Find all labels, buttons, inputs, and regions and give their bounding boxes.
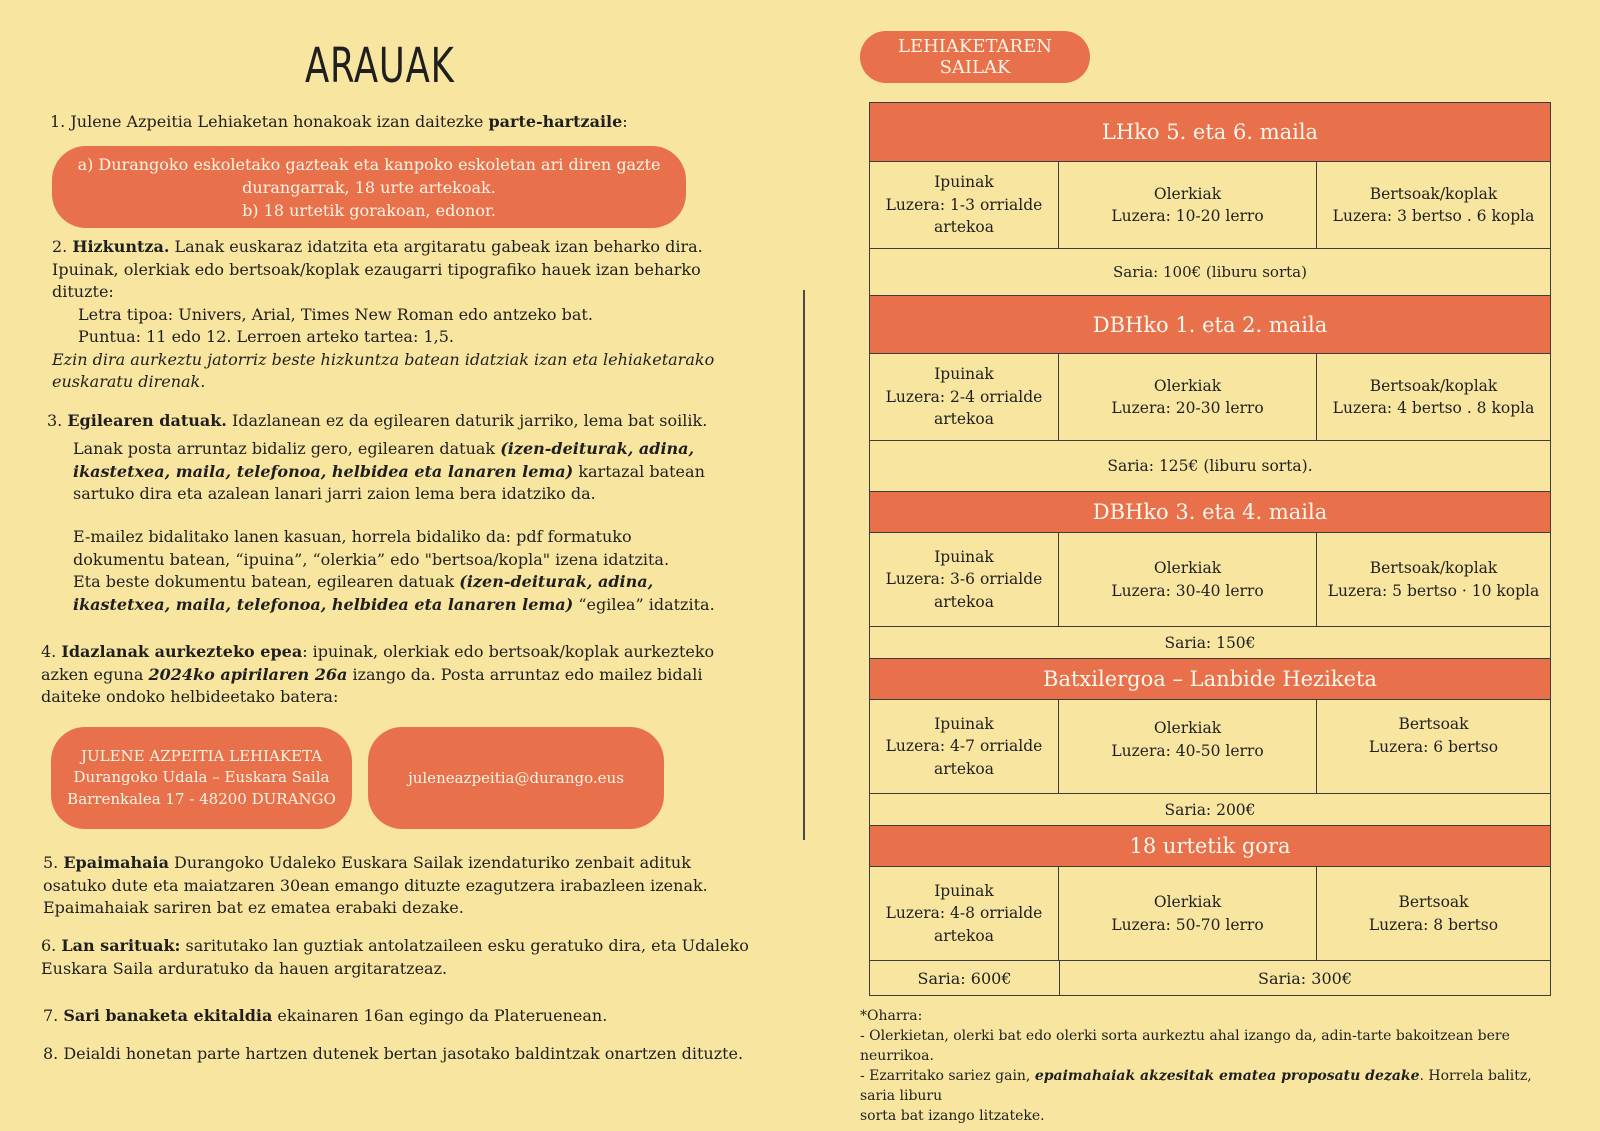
- bertsoak-cell: Bertsoak Luzera: 6 bertso: [1368, 715, 1499, 756]
- note-block: *Oharra: - Olerkietan, olerki bat edo olerki sorta aurkeztu ahal izango da, adin-tarte bakoitzean bere neurrikoa. - Ezarritako sariez gain, epaimahaiak akzesitak ematea proposatu dezake. Horrela balitz, saria liburu sorta bat izango litzateke.: [860, 1008, 1532, 1124]
- category-header: DBHko 1. eta 2. maila: [870, 296, 1550, 354]
- prize-cell-left: Saria: 600€: [870, 961, 1060, 995]
- olerkiak-cell: Olerkiak Luzera: 40-50 lerro: [1059, 700, 1317, 793]
- postal-address-pill: JULENE AZPEITIA LEHIAKETA Durangoko Udala – Euskara Saila Barrenkalea 17 - 48200 DURANGO: [51, 727, 352, 829]
- prize-cell: Saria: 200€: [870, 794, 1550, 826]
- email-link[interactable]: juleneazpeitia@durango.eus: [408, 769, 624, 787]
- page-title: ARAUAK: [305, 38, 455, 94]
- prize-cell: Saria: 150€: [870, 627, 1550, 659]
- rule-3-email-text: E-mailez bidalitako lanen kasuan, horrela bidaliko da: pdf formatuko dokumentu batean, “ipuina”, “olerkia” edo "bertsoa/kopla" izena idatzita. Eta beste dokumentu batean, egilearen datuak (izen-deiturak, adina, ikastetxea, maila, telefonoa, helbidea eta lanaren lema) “egilea” idatzita.: [73, 527, 715, 614]
- rule-3-author-data: 3. Egilearen datuak. Idazlanean ez da egilearen daturik jarriko, lema bat soilik.: [47, 411, 708, 430]
- section-badge: LEHIAKETAREN SAILAK: [860, 31, 1090, 83]
- olerkiak-cell: Olerkiak Luzera: 20-30 lerro: [1059, 354, 1317, 440]
- prize-cell: Saria: 125€ (liburu sorta).: [870, 441, 1550, 492]
- column-divider: [803, 290, 805, 840]
- category-row: [870, 162, 1550, 249]
- olerkiak-cell: Olerkiak Luzera: 50-70 lerro: [1059, 867, 1317, 960]
- category-header: 18 urtetik gora: [870, 826, 1550, 867]
- categories-table: [869, 102, 1551, 996]
- bertsoak-cell: Bertsoak Luzera: 8 bertso: [1368, 893, 1499, 934]
- rule-1-intro: 1. Julene Azpeitia Lehiaketan honakoak izan daitezke parte-hartzaile:: [50, 112, 628, 131]
- rule-2-language: 2. Hizkuntza. Lanak euskaraz idatzita eta argitaratu gabeak izan beharko dira. Ipuinak, olerkiak edo bertsoak/koplak ezaugarri tipografiko hauek izan beharko dituzte: Letra tipoa: Univers, Arial, Times New Roman edo antzeko bat. Puntua: 11 edo 12. Lerroen arteko tartea: 1,5. Ezin dira aurkeztu jatorriz beste hizkuntza batean idatziak izan eta lehiaketarako euskaratu direnak.: [52, 237, 715, 391]
- bertsoak-cell: Bertsoak/koplak Luzera: 3 bertso . 6 kopla: [1332, 184, 1535, 225]
- category-row: [870, 867, 1550, 961]
- olerkiak-cell: Olerkiak Luzera: 30-40 lerro: [1059, 533, 1317, 626]
- olerkiak-cell: Olerkiak Luzera: 10-20 lerro: [1059, 162, 1317, 248]
- email-address-pill[interactable]: [368, 727, 664, 829]
- rule-8-acceptance: 8. Deialdi honetan parte hartzen dutenek bertan jasotako baldintzak onartzen dituzte.: [43, 1044, 744, 1063]
- category-row: [870, 354, 1550, 441]
- rule-3-postal-text: Lanak posta arruntaz bidaliz gero, egilearen datuak (izen-deiturak, adina, ikastetxea, maila, telefonoa, helbidea eta lanaren lema) kartazal batean sartuko dira eta azalean lanari jarri zaion lema bera idatziko da.: [73, 439, 705, 503]
- bertsoak-cell: Bertsoak/koplak Luzera: 4 bertso . 8 kopla: [1332, 376, 1535, 417]
- prize-row-split: [870, 961, 1550, 995]
- participants-pill: a) Durangoko eskoletako gazteak eta kanpoko eskoletan ari diren gazte durangarrak, 18 urte artekoak. b) 18 urtetik gorakoan, edonor.: [52, 146, 686, 228]
- ipuinak-cell: Ipuinak Luzera: 2-4 orrialde artekoa: [870, 354, 1059, 440]
- rule-5-jury: 5. Epaimahaia Durangoko Udaleko Euskara Sailak izendaturiko zenbait adituk osatuko dute eta maiatzaren 30ean emango dituzte ezagutzera irabazleen izenak. Epaimahaiak sariren bat ez ematea erabaki dezake.: [43, 853, 708, 917]
- prize-cell-right: Saria: 300€: [1258, 968, 1352, 988]
- bertsoak-cell: Bertsoak/koplak Luzera: 5 bertso · 10 kopla: [1327, 559, 1540, 600]
- prize-cell: Saria: 100€ (liburu sorta): [870, 249, 1550, 296]
- ipuinak-cell: Ipuinak Luzera: 3-6 orrialde artekoa: [870, 533, 1059, 626]
- ipuinak-cell: Ipuinak Luzera: 4-7 orrialde artekoa: [870, 700, 1059, 793]
- category-header: DBHko 3. eta 4. maila: [870, 492, 1550, 533]
- ipuinak-cell: Ipuinak Luzera: 1-3 orrialde artekoa: [870, 162, 1059, 248]
- rule-6-awarded-works: 6. Lan sarituak: saritutako lan guztiak antolatzaileen esku geratuko dira, eta Udaleko Euskara Saila arduratuko da hauen argitaratzeaz.: [41, 936, 749, 978]
- category-header: Batxilergoa – Lanbide Heziketa: [870, 659, 1550, 700]
- rule-4-deadline: 4. Idazlanak aurkezteko epea: ipuinak, olerkiak edo bertsoak/koplak aurkezteko azken eguna 2024ko apirilaren 26a izango da. Posta arruntaz edo mailez bidali daiteke ondoko helbideetako batera:: [41, 642, 715, 706]
- category-row: [870, 700, 1550, 794]
- category-header: LHko 5. eta 6. maila: [870, 103, 1550, 162]
- category-row: [870, 533, 1550, 627]
- ipuinak-cell: Ipuinak Luzera: 4-8 orrialde artekoa: [870, 867, 1059, 960]
- rule-7-ceremony: 7. Sari banaketa ekitaldia ekainaren 16an egingo da Plateruenean.: [43, 1006, 608, 1025]
